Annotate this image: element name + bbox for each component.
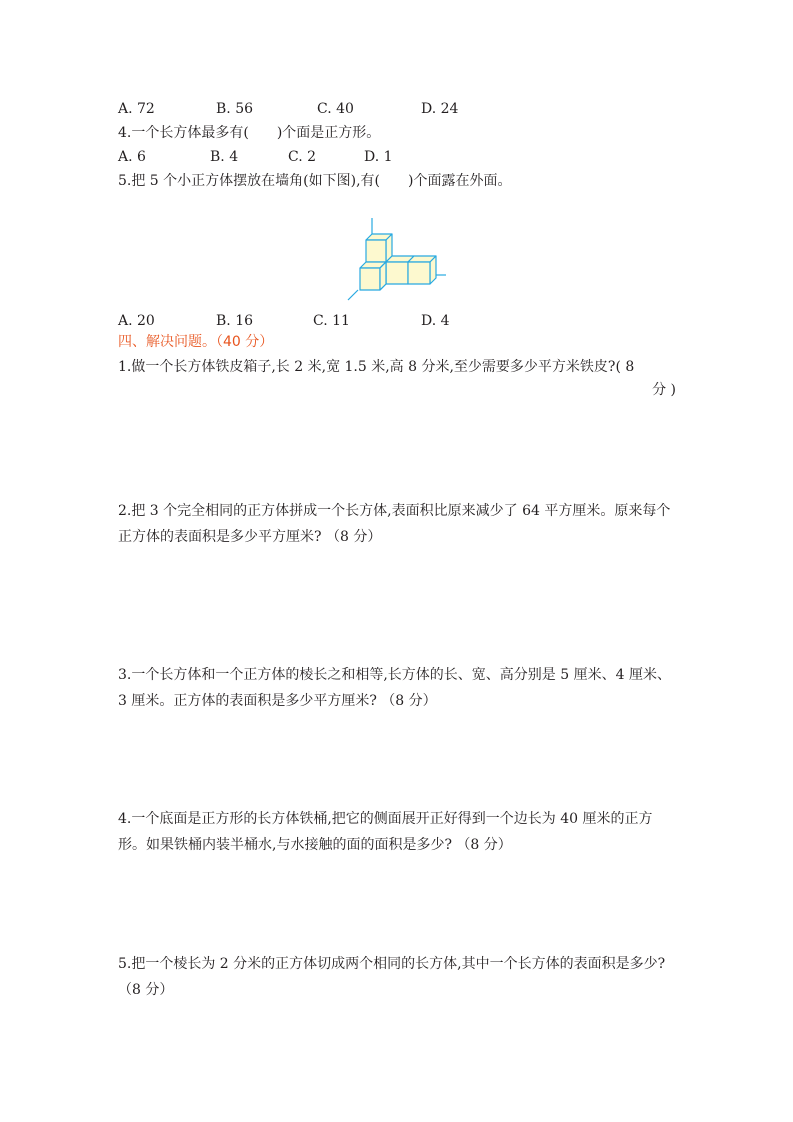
q3-option-c: C. 40 [317, 101, 354, 117]
q5-option-c: C. 11 [313, 313, 350, 329]
q4-option-d: D. 1 [364, 149, 393, 165]
q3-option-a: A. 72 [118, 101, 155, 117]
q5-option-d: D. 4 [421, 313, 450, 329]
q4-stem: 4.一个长方体最多有( )个面是正方形。 [118, 125, 381, 141]
q5-stem: 5.把 5 个小正方体摆放在墙角(如下图),有( )个面露在外面。 [118, 173, 512, 189]
problem-2: 2.把 3 个完全相同的正方体拼成一个长方体,表面积比原来减少了 64 平方厘米。原来每个正方体的表面积是多少平方厘米? （8 分） [118, 503, 671, 545]
q3-option-b: B. 56 [216, 101, 254, 117]
cubes-in-corner-figure [342, 214, 450, 306]
q4-option-c: C. 2 [288, 149, 317, 165]
problem-1-line-1: 1.做一个长方体铁皮箱子,长 2 米,宽 1.5 米,高 8 分米,至少需要多少平方米铁皮?( 8 [118, 359, 635, 375]
problem-1-line-2: 分 ) [652, 382, 676, 398]
q4-option-b: B. 4 [210, 149, 239, 165]
q3-option-d: D. 24 [421, 101, 459, 117]
problem-3: 3.一个长方体和一个正方体的棱长之和相等,长方体的长、宽、高分别是 5 厘米、4 厘米、3 厘米。正方体的表面积是多少平方厘米? （8 分） [118, 667, 671, 709]
q5-option-b: B. 16 [216, 313, 254, 329]
q4-option-a: A. 6 [118, 149, 146, 165]
problem-5: 5.把一个棱长为 2 分米的正方体切成两个相同的长方体,其中一个长方体的表面积是多少? （8 分） [118, 956, 666, 998]
problem-4: 4.一个底面是正方形的长方体铁桶,把它的侧面展开正好得到一个边长为 40 厘米的正方形。如果铁桶内装半桶水,与水接触的面的面积是多少? （8 分） [118, 811, 653, 853]
q5-option-a: A. 20 [118, 313, 155, 329]
section-title: 四、解决问题。（40 分） [118, 334, 274, 350]
